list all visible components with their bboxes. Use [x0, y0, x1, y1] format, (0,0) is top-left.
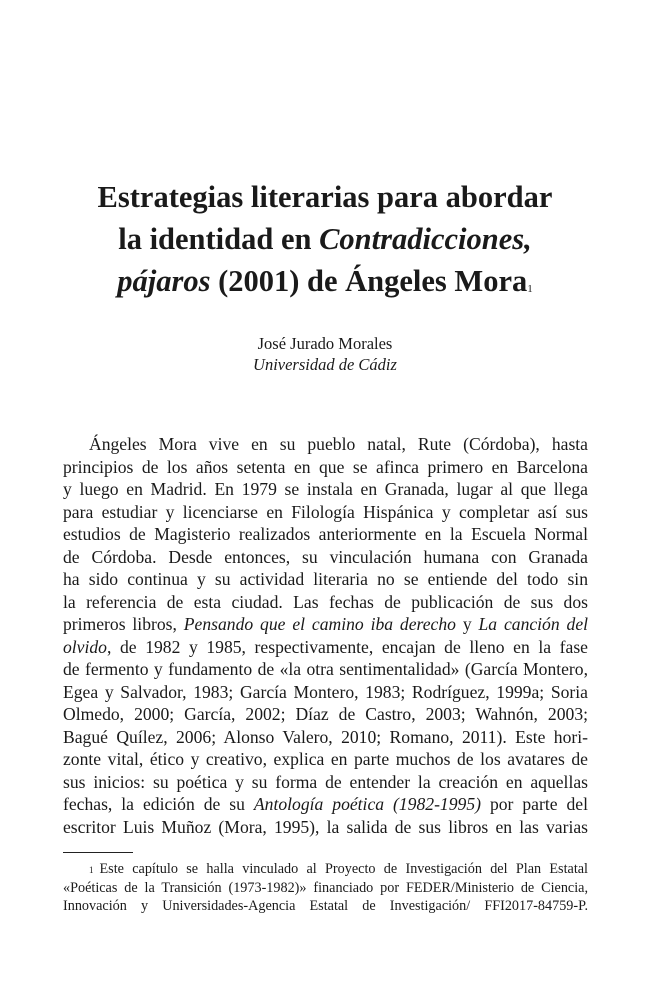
footnote-line: «Poéticas de la Transición (1973-1982)» financiado por FEDER/Ministerio de Ciencia,: [63, 879, 588, 896]
footnote-line: [63, 860, 588, 879]
body-line: estudios de Magisterio realizados anteriormente en la Escuela Normal: [63, 524, 588, 544]
body-text: , de 1982 y 1985, respectivamente, encajan de lleno en la fase: [106, 636, 588, 657]
body-line: Egea y Salvador, 1983; García Montero, 1983; Rodríguez, 1999a; Soria: [63, 681, 588, 702]
body-line: escritor Luis Muñoz (Mora, 1995), la salida de sus libros en las varias: [63, 816, 588, 837]
body-text: por parte del: [480, 794, 588, 814]
book-title-pensando: Pensando que el camino iba derecho: [183, 614, 456, 634]
body-line: sus inicios: su poética y su forma de entender la creación en aquellas: [63, 771, 588, 792]
body-text: primeros libros,: [63, 614, 184, 634]
book-title-cancion: La canción del: [478, 614, 589, 634]
body-line: [63, 613, 588, 636]
body-line: ha sido continua y su actividad literaria no se entiende del todo sin: [63, 569, 588, 589]
body-line: Ángeles Mora vive en su pueblo natal, Rute (Córdoba), hasta: [89, 434, 588, 454]
title-italic-contradicciones: Contradicciones,: [319, 222, 532, 256]
chapter-title: [86, 176, 564, 302]
title-line-2: [86, 218, 564, 260]
body-text: fechas, la edición de su: [63, 794, 254, 814]
body-line: Olmedo, 2000; García, 2002; Díaz de Castro, 2003; Wahnón, 2003;: [63, 704, 588, 724]
footnote-separator: [63, 852, 133, 853]
book-title-antologia: Antología poética (1982-1995): [253, 794, 481, 814]
title-line-2-text: la identidad en: [118, 222, 320, 256]
footnote: [63, 860, 588, 916]
book-title-olvido: olvido: [63, 636, 107, 657]
footnote-text: Este capítulo se halla vinculado al Proyecto de Investigación del Plan Estatal: [99, 861, 588, 877]
body-line: zonte vital, ético y creativo, explica en parte muchos de los avatares de: [63, 749, 588, 769]
body-paragraph: [63, 433, 588, 838]
title-line-1: Estrategias literarias para abordar: [97, 180, 553, 214]
body-line: principios de los años setenta en que se afinca primero en Barcelona: [63, 456, 588, 477]
body-line: la referencia de esta ciudad. Las fechas de publicación de sus dos: [63, 591, 588, 612]
body-line: y luego en Madrid. En 1979 se instala en Granada, lugar al que llega: [63, 479, 588, 499]
body-line: [63, 793, 588, 816]
title-italic-pajaros: pájaros: [117, 264, 211, 298]
body-line: para estudiar y licenciarse en Filología Hispánica y completar así sus: [63, 501, 588, 522]
body-text: y: [455, 614, 479, 634]
body-line: de fermento y fundamento de «la otra sentimentalidad» (García Montero,: [63, 659, 588, 679]
footnote-number: 1: [89, 865, 94, 875]
title-line-3-text: (2001) de Ángeles Mora: [210, 264, 528, 298]
title-footnote-ref[interactable]: 1: [527, 283, 533, 295]
author-name: José Jurado Morales: [257, 334, 393, 353]
body-line: de Córdoba. Desde entonces, su vinculación humana con Granada: [63, 546, 588, 567]
footnote-line: Innovación y Universidades-Agencia Estatal de Investigación/ FFI2017-84759-P.: [63, 898, 588, 914]
author-affiliation: Universidad de Cádiz: [253, 355, 397, 374]
body-line: Bagué Quílez, 2006; Alonso Valero, 2010; Romano, 2011). Este hori-: [63, 726, 588, 747]
body-line: [63, 636, 588, 659]
title-line-3: [86, 260, 564, 302]
